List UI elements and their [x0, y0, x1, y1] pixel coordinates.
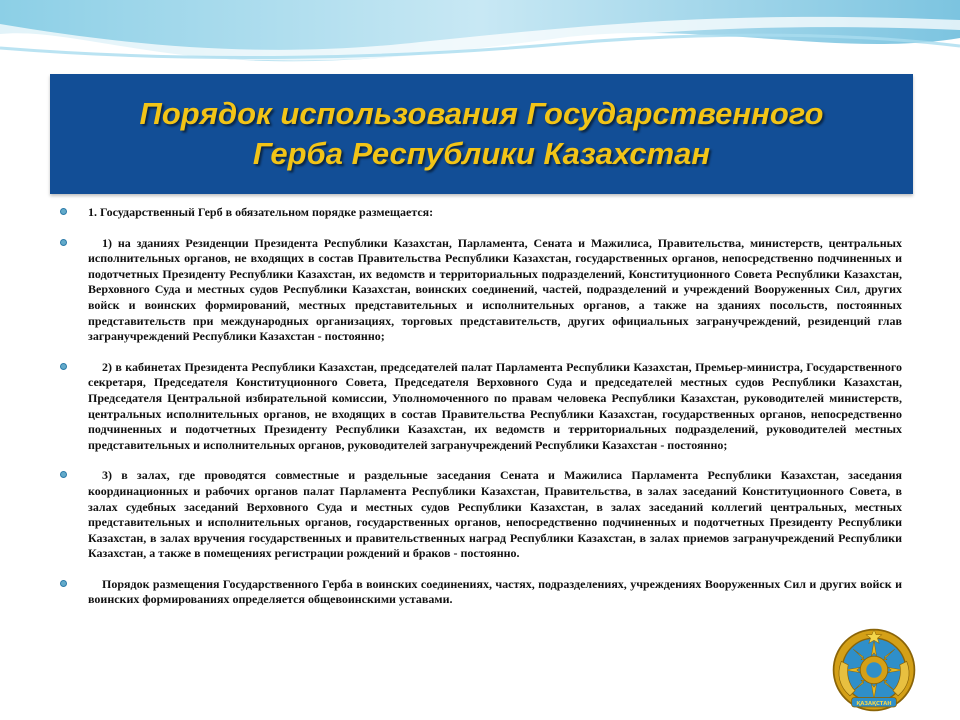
- bullet-dot-icon: [60, 471, 67, 478]
- title-banner: [50, 74, 913, 194]
- bullet-dot-icon: [60, 239, 67, 246]
- bullet-item-4: [57, 468, 902, 562]
- bullet-item-1: [57, 205, 902, 221]
- bullet-item-3: [57, 360, 902, 454]
- bullet-item-2: [57, 236, 902, 345]
- bullet-text: 1) на зданиях Резиденции Президента Республики Казахстан, Парламента, Сената и Мажилиса, Правительства, министерств, центральных исполнительных органов, не входящих в состав Правительства Республики Казахстан, государственных органов, непосредственно подчиненных и подотчетных Президенту Республики Казахстан, их ведомств и территориальных подразделений, Конституционного Совета Республики Казахстан, Верховного Суда и местных судов Республики Казахстан, воинских соединений, частей, подразделений и учреждений Вооруженных Сил, других войск и воинских формирований, местных представительных и исполнительных органов, а также на зданиях посольств, постоянных представительств при международных организациях, торговых представительств, других официальных загранучреждений, резиденций глав загранучреждений Республики Казахстан - постоянно;: [88, 235, 902, 344]
- bullet-dot-icon: [60, 363, 67, 370]
- bullet-dot-icon: [60, 580, 67, 587]
- bullet-dot-icon: [60, 208, 67, 215]
- decorative-wave: [0, 0, 960, 80]
- content-area: [57, 205, 902, 623]
- bullet-text: Порядок размещения Государственного Герба в воинских соединениях, частях, подразделениях, учреждениях Вооруженных Сил и других войск и воинских формированиях определяется общевоинскими уставами.: [88, 576, 902, 607]
- emblem-text: ҚАЗАҚСТАН: [856, 700, 892, 707]
- slide-title-line-1: Порядок использования Государственного: [139, 96, 824, 131]
- bullet-item-5: [57, 577, 902, 608]
- kazakhstan-emblem-icon: [831, 627, 917, 713]
- bullet-text: 1. Государственный Герб в обязательном порядке размещается:: [88, 205, 434, 219]
- bullet-text: 3) в залах, где проводятся совместные и раздельные заседания Сената и Мажилиса Парламента Республики Казахстан, заседания координационных и рабочих органов палат Парламента Республики Казахстан, Правительства, в залах заседаний Конституционного Совета, в залах судебных заседаний Верховного Суда и местных судов Республики Казахстан, в залах заседаний коллегий центральных, местных представительных и исполнительных органов, государственных органов, непосредственно подчиненных и подотчетных Президенту Республики Казахстан, в залах вручения государственных и правительственных наград Республики Казахстан, в залах приемов загранучреждений Республики Казахстан, а также в помещениях регистрации рождений и браков - постоянно.: [88, 468, 902, 561]
- bullet-text: 2) в кабинетах Президента Республики Казахстан, председателей палат Парламента Республики Казахстан, Премьер-министра, Государственного секретаря, Председателя Конституционного Совета, Председателя Верховного Суда и председателей местных судов Республики Казахстан, Председателя Центральной избирательной комиссии, Уполномоченного по правам человека Республики Казахстан, руководителей министерств, центральных исполнительных органов, не входящих в состав Правительства Республики Казахстан, государственных органов, непосредственно подчиненных и подотчетных Президенту Республики Казахстан, их ведомств и территориальных подразделений, руководителей местных представительных и исполнительных органов, руководителей загранучреждений Республики Казахстан - постоянно;: [88, 359, 902, 452]
- slide-title-line-2: Герба Республики Казахстан: [252, 136, 711, 171]
